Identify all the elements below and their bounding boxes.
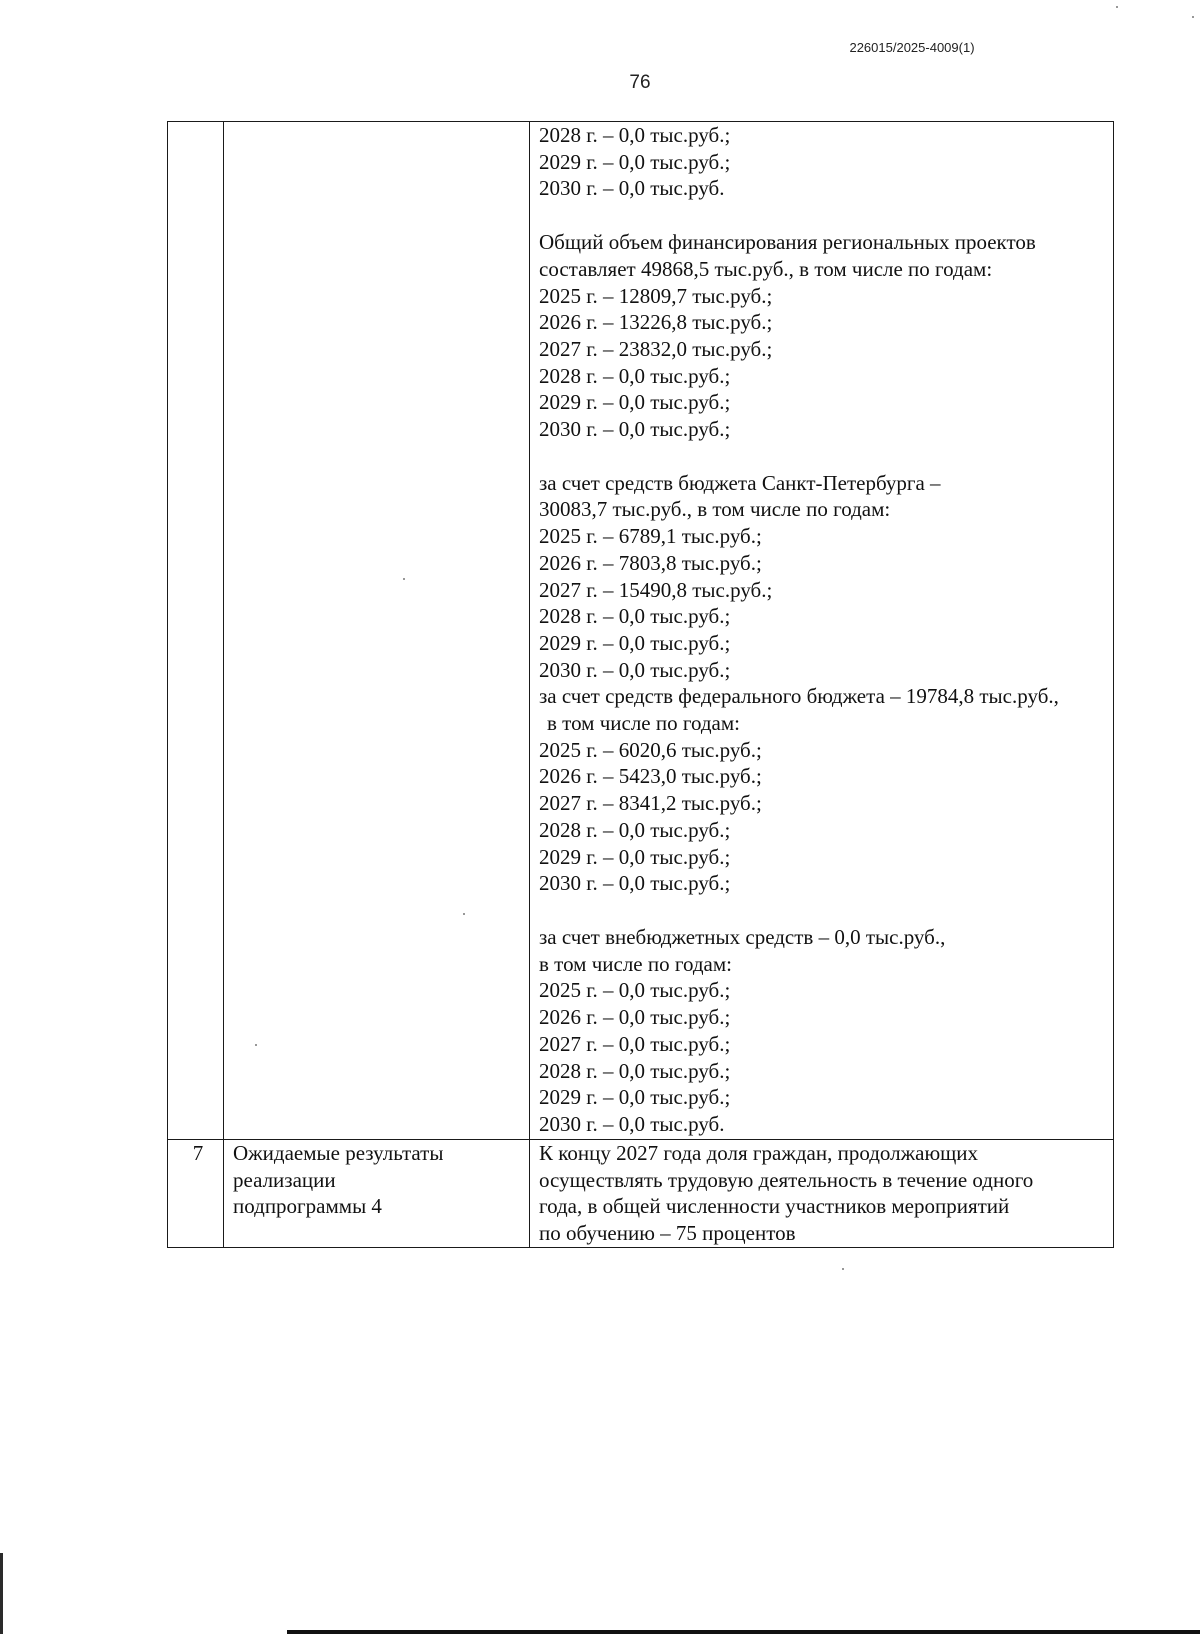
scan-speck [255,1044,257,1046]
table-row [168,122,1114,1140]
page-number: 76 [629,72,651,93]
text-line: подпрограммы 4 [233,1194,382,1219]
text-line: 2030 г. – 0,0 тыс.руб.; [539,417,731,442]
text-line: 2025 г. – 6789,1 тыс.руб.; [539,524,762,549]
scan-speck [463,913,465,915]
text-line: 2026 г. – 7803,8 тыс.руб.; [539,550,762,575]
text-line: 2025 г. – 6020,6 тыс.руб.; [539,737,762,762]
text-line: 2027 г. – 23832,0 тыс.руб.; [539,336,773,361]
row-value-cell [530,122,1114,1140]
text-line: 2028 г. – 0,0 тыс.руб.; [539,817,731,842]
passport-table [167,121,1114,1248]
row-value-cell [530,1140,1114,1248]
row-number-cell [168,122,224,1140]
text-line: года, в общей численности участников мероприятий [539,1194,1010,1219]
text-line: 2030 г. – 0,0 тыс.руб. [539,176,725,201]
text-line: 2029 г. – 0,0 тыс.руб.; [539,149,731,174]
text-line: Ожидаемые результаты [233,1141,444,1165]
text-line: составляет 49868,5 тыс.руб., в том числе по годам: [539,256,993,281]
scan-speck [1192,16,1194,18]
text-line: 2029 г. – 0,0 тыс.руб.; [539,630,731,655]
text-line: реализации [233,1167,336,1192]
text-line: 2030 г. – 0,0 тыс.руб.; [539,871,731,896]
text-line: 2030 г. – 0,0 тыс.руб. [539,1111,725,1136]
text-line: 2025 г. – 0,0 тыс.руб.; [539,978,731,1003]
text-line: 2028 г. – 0,0 тыс.руб.; [539,604,731,629]
text-line: 2029 г. – 0,0 тыс.руб.; [539,1085,731,1110]
text-line: 2028 г. – 0,0 тыс.руб.; [539,123,731,147]
text-line: 2025 г. – 12809,7 тыс.руб.; [539,283,773,308]
text-line: 2029 г. – 0,0 тыс.руб.; [539,390,731,415]
row-name-cell [224,122,530,1140]
table-row [168,1140,1114,1248]
text-line: 2028 г. – 0,0 тыс.руб.; [539,363,731,388]
text-line: за счет средств бюджета Санкт-Петербурга – [539,470,941,495]
text-line: 2027 г. – 8341,2 тыс.руб.; [539,791,762,816]
text-line: 2027 г. – 0,0 тыс.руб.; [539,1031,731,1056]
row-number-cell: 7 [168,1140,224,1248]
text-line: К концу 2027 года доля граждан, продолжающих [539,1141,979,1165]
scan-speck [842,1268,844,1270]
text-line: 2028 г. – 0,0 тыс.руб.; [539,1058,731,1083]
text-line: 2026 г. – 0,0 тыс.руб.; [539,1005,731,1030]
text-line: 2030 г. – 0,0 тыс.руб.; [539,657,731,682]
text-line: 30083,7 тыс.руб., в том числе по годам: [539,497,891,522]
scan-edge [287,1630,1200,1634]
text-line: осуществлять трудовую деятельность в течение одного [539,1167,1034,1192]
row-name-cell [224,1140,530,1248]
scan-speck [403,578,405,580]
text-line: Общий объем финансирования региональных проектов [539,230,1036,255]
document-id: 226015/2025-4009(1) [849,40,975,55]
text-line: за счет внебюджетных средств – 0,0 тыс.руб., [539,924,946,949]
text-line: в том числе по годам: [547,711,740,736]
scan-speck [1116,6,1118,8]
text-line: 2029 г. – 0,0 тыс.руб.; [539,844,731,869]
text-line: 2026 г. – 13226,8 тыс.руб.; [539,310,773,335]
text-line: 2026 г. – 5423,0 тыс.руб.; [539,764,762,789]
text-line: за счет средств федерального бюджета – 19784,8 тыс.руб., [539,684,1059,709]
text-line: 2027 г. – 15490,8 тыс.руб.; [539,577,773,602]
text-line: по обучению – 75 процентов [539,1221,796,1246]
text-line: в том числе по годам: [539,951,732,976]
scan-edge [0,1553,3,1634]
